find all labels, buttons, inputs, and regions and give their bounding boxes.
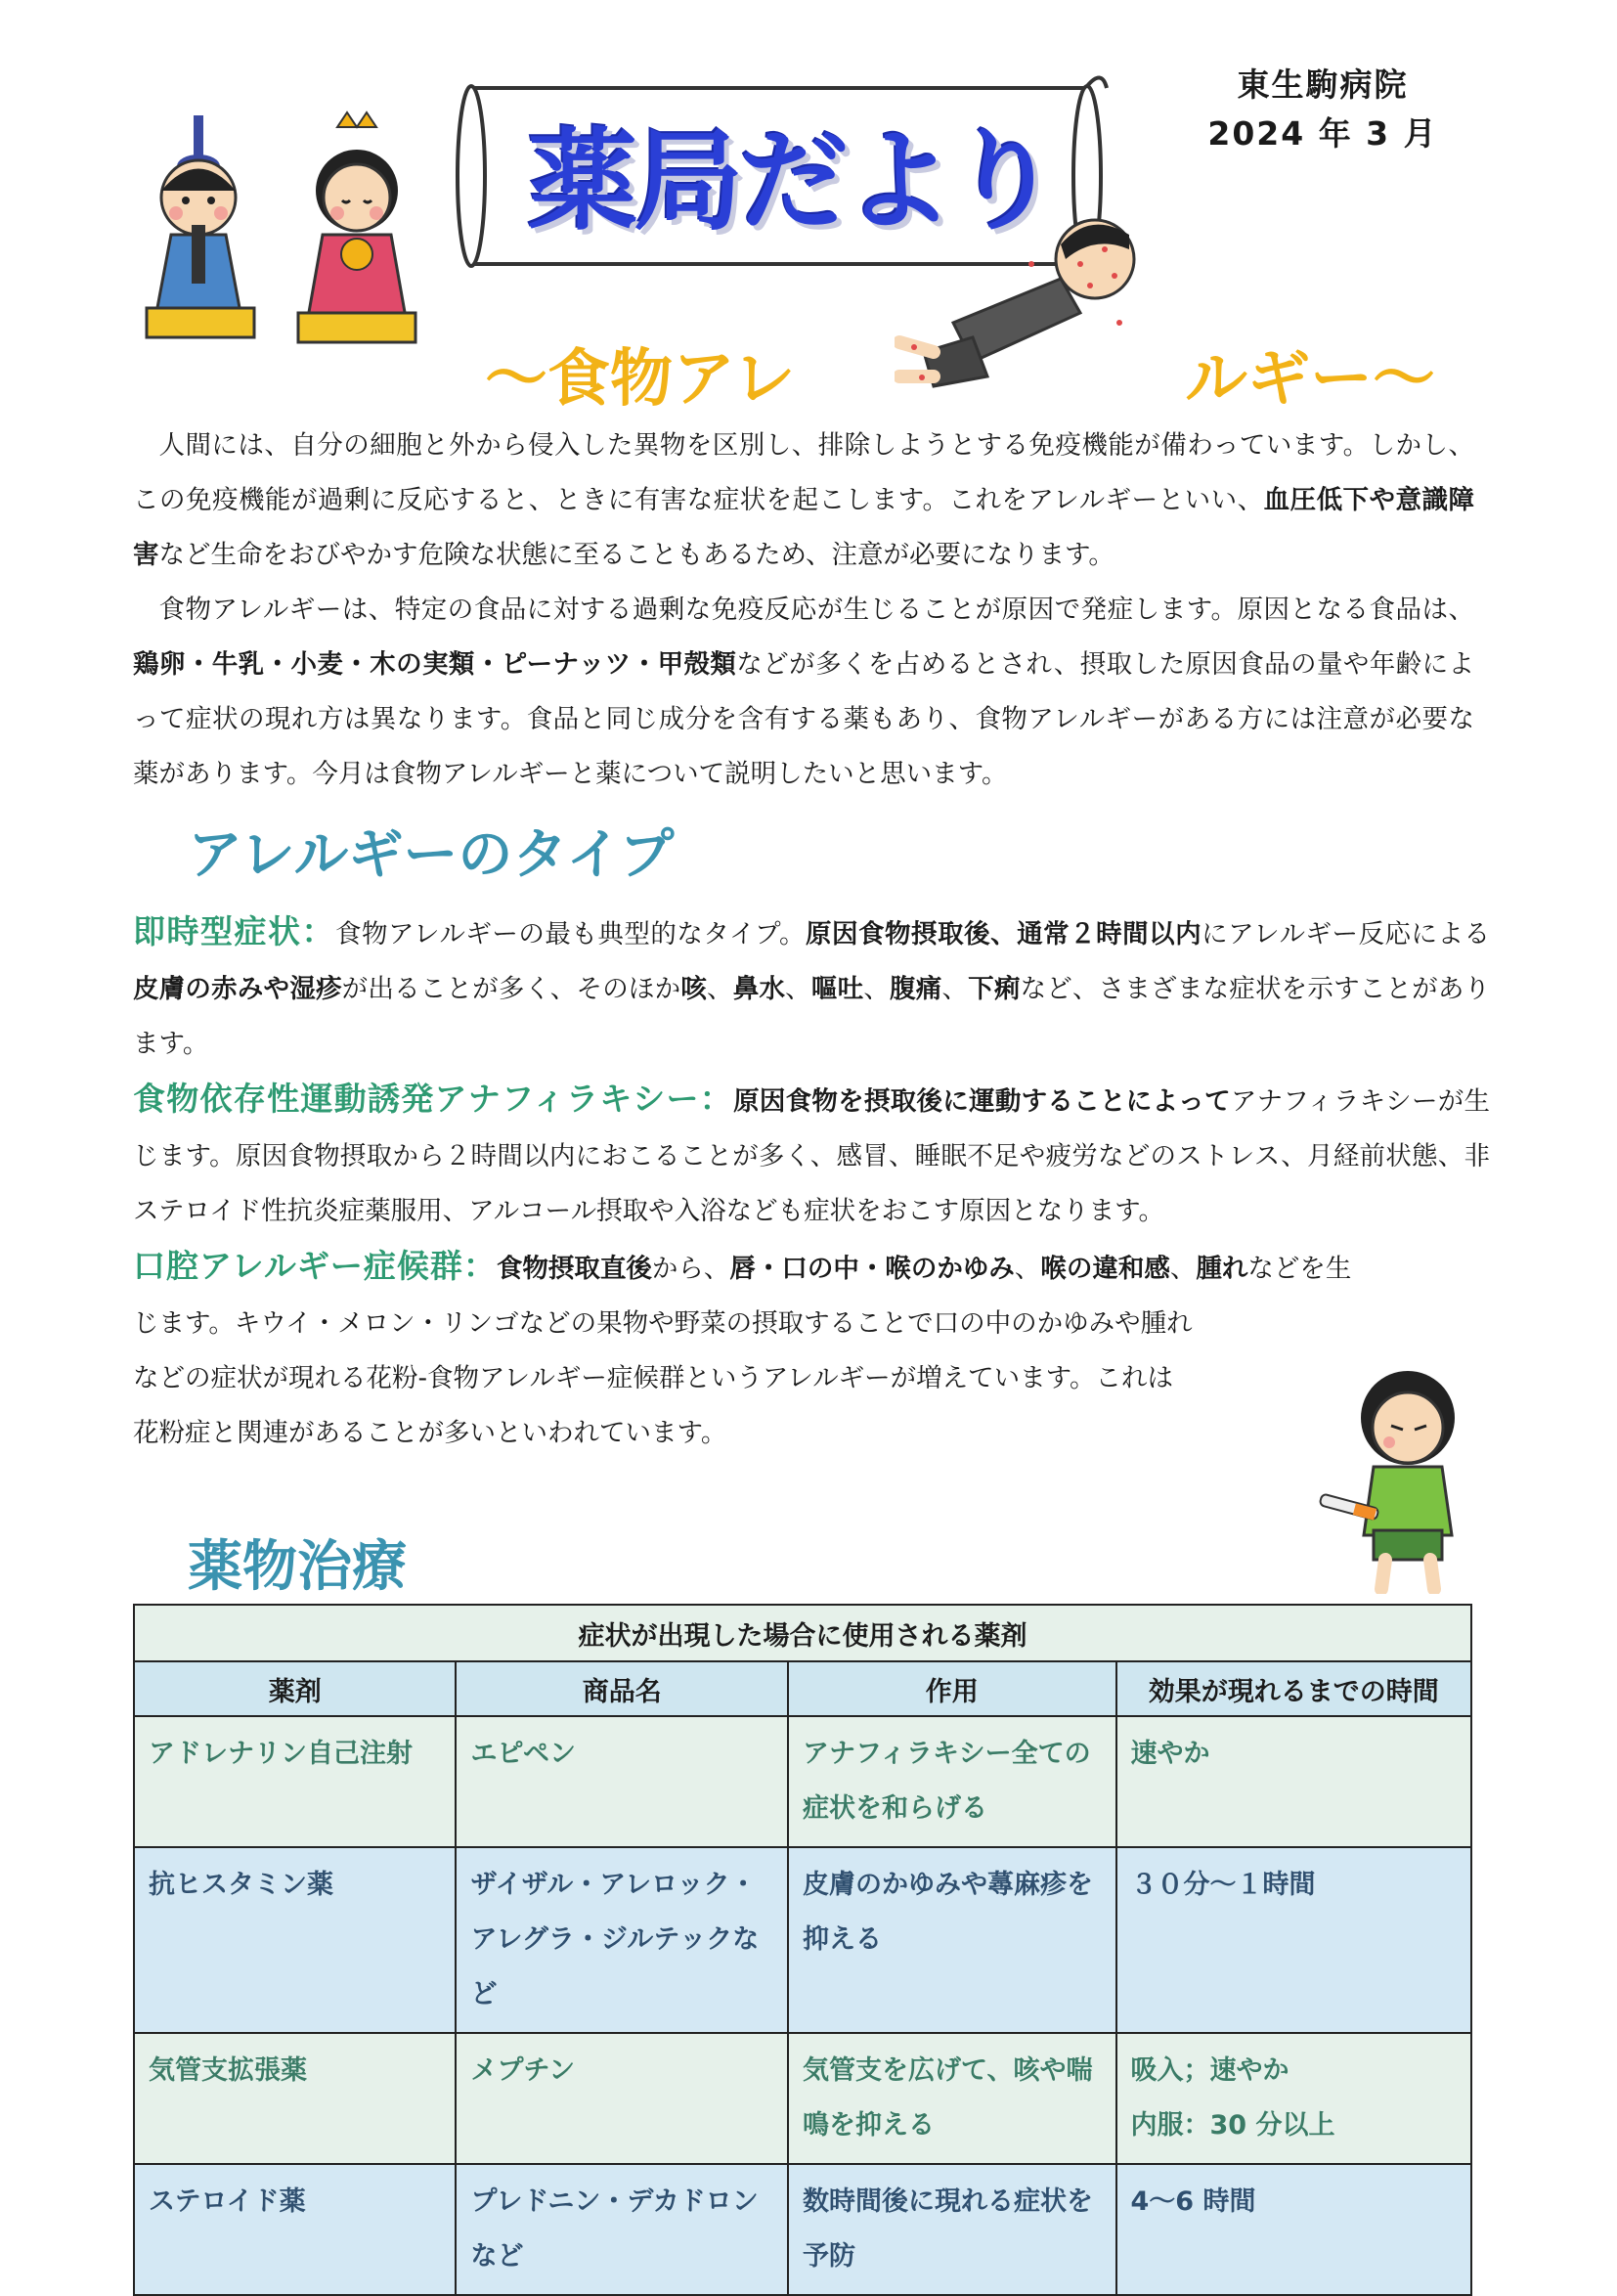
intro-paragraph-1: 人間には、自分の細胞と外から侵入した異物を区別し、排除しようとする免疫機能が備わっています。しかし、この免疫機能が過剰に反応すると、ときに有害な症状を起こします。これをアレルギーといい、血圧低下や意識障害など生命をおびやかす危険な状態に至ることもあるため、注意が必要になります。 <box>133 430 1474 570</box>
hospital-name: 東生駒病院 <box>1237 66 1409 104</box>
table-header-row <box>134 1661 1471 1716</box>
allergy-types <box>133 905 1490 1461</box>
table-row <box>134 1847 1471 2033</box>
boy-with-rash-illustration <box>895 205 1158 391</box>
table-row <box>134 2033 1471 2164</box>
action-cell: アナフィラキシー全ての症状を和らげる <box>788 1716 1116 1847</box>
column-header: 商品名 <box>456 1661 788 1716</box>
column-header: 効果が現れるまでの時間 <box>1116 1661 1471 1716</box>
column-header: 薬剤 <box>134 1661 456 1716</box>
brand-cell: エピペン <box>456 1716 788 1847</box>
intro-paragraph-2: 食物アレルギーは、特定の食品に対する過剰な免疫反応が生じることが原因で発症します。原因となる食品は、鶏卵・牛乳・小麦・木の実類・ピーナッツ・甲殻類などが多くを占めるとされ、摂取した原因食品の量や年齢によって症状の現れ方は異なります。食品と同じ成分を含有する薬もあり、食物アレルギーがある方には注意が必要な薬があります。今月は食物アレルギーと薬について説明したいと思います。 <box>133 595 1474 789</box>
drug-cell: ステロイド薬 <box>134 2164 456 2295</box>
column-header: 作用 <box>788 1661 1116 1716</box>
drug-cell: 気管支拡張薬 <box>134 2033 456 2164</box>
time-cell: 吸入；速やか 内服：30 分以上 <box>1116 2033 1471 2164</box>
type-name: 食物依存性運動誘発アナフィラキシー： <box>133 1080 734 1118</box>
ohina-doll-icon <box>298 112 415 342</box>
table-caption: 症状が出現した場合に使用される薬剤 <box>134 1605 1471 1661</box>
type-oral-allergy: 口腔アレルギー症候群：食物摂取直後から、唇・口の中・喉のかゆみ、喉の違和感、腫れなどを生 じます。キウイ・メロン・リンゴなどの果物や野菜の摂取することで口の中のかゆみや腫れ などの症状が現れる花粉‐食物アレルギー症候群というアレルギーが増えています。これは 花粉症と関連があることが多いといわれています。 <box>133 1247 1352 1448</box>
table-row <box>134 2164 1471 2295</box>
action-cell: 数時間後に現れる症状を予防 <box>788 2164 1116 2295</box>
time-cell: ３０分〜１時間 <box>1116 1847 1471 2033</box>
table-row <box>134 1716 1471 1847</box>
type-immediate: 即時型症状：食物アレルギーの最も典型的なタイプ。原因食物摂取後、通常２時間以内にアレルギー反応による皮膚の赤みや湿疹が出ることが多く、そのほか咳、鼻水、嘔吐、腹痛、下痢など、さまざまな症状を示すことがあります。 <box>133 912 1491 1059</box>
brand-cell: プレドニン・デカドロンなど <box>456 2164 788 2295</box>
action-cell: 気管支を広げて、咳や喘鳴を抑える <box>788 2033 1116 2164</box>
hina-dolls-illustration <box>137 108 450 352</box>
drug-treatment-table <box>133 1604 1472 2296</box>
odairi-doll-icon <box>147 115 254 337</box>
brand-cell: ザイザル・アレロック・アレグラ・ジルテックなど <box>456 1847 788 2033</box>
section-heading-types: アレルギーのタイプ <box>188 823 675 887</box>
subtitle-right: ルギー〜 <box>1185 343 1435 416</box>
drug-cell: 抗ヒスタミン薬 <box>134 1847 456 2033</box>
time-cell: 速やか <box>1116 1716 1471 1847</box>
hospital-header <box>1191 61 1455 158</box>
drug-cell: アドレナリン自己注射 <box>134 1716 456 1847</box>
emphasis: 鶏卵・牛乳・小麦・木の実類・ピーナッツ・甲殻類 <box>133 649 737 680</box>
action-cell: 皮膚のかゆみや蕁麻疹を抑える <box>788 1847 1116 2033</box>
newsletter-title: 薬局だより <box>528 118 1056 245</box>
time-cell: 4〜6 時間 <box>1116 2164 1471 2295</box>
type-name: 口腔アレルギー症候群： <box>133 1247 497 1285</box>
emphasis: 血圧低下や意識障害 <box>133 485 1474 570</box>
brand-cell: メプチン <box>456 2033 788 2164</box>
issue-date: 2024 年 3 月 <box>1207 114 1438 153</box>
girl-with-autoinjector-illustration <box>1315 1349 1481 1594</box>
type-name: 即時型症状： <box>133 912 336 950</box>
subtitle-left: 〜食物アレ <box>485 343 796 416</box>
intro-section <box>133 419 1474 802</box>
section-heading-treatment: 薬物治療 <box>188 1535 407 1599</box>
type-exercise-induced: 食物依存性運動誘発アナフィラキシー：原因食物を摂取後に運動することによってアナフィラキシーが生じます。原因食物摂取から２時間以内におこることが多く、感冒、睡眠不足や疲労などのストレス、月経前状態、非ステロイド性抗炎症薬服用、アルコール摂取や入浴なども症状をおこす原因となります。 <box>133 1080 1491 1226</box>
